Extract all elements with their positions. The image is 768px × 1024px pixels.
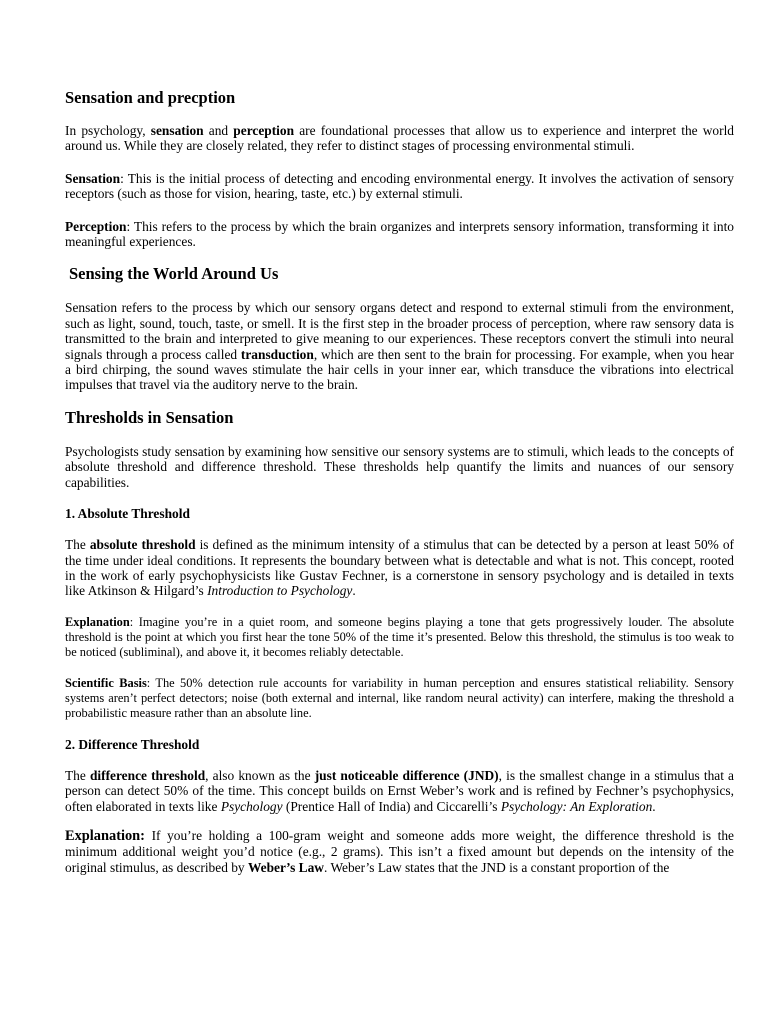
book-title: Psychology: An Exploration [500, 798, 653, 814]
paragraph-absolute-threshold [65, 537, 734, 599]
text: : Imagine you’re in a quiet room, and someone begins playing a tone that gets progressively louder. The absolute threshold is the point at which you first hear the tone 50% of the time it’s presented. Below this threshold, the stimulus is too weak to be noticed (subliminal), and above it, it becomes reliably detectable. [65, 614, 734, 659]
term-transduction: transduction [240, 346, 314, 362]
term-webers-law: Weber’s Law [247, 859, 324, 875]
term-sensation: Sensation [65, 170, 121, 186]
paragraph-thresholds: Psychologists study sensation by examining how sensitive our sensory systems are to stimuli, which leads to the concepts of absolute threshold and difference threshold. These thresholds help quantify the limits and nuances of our sensory capabilities. [65, 443, 734, 490]
term-explanation: Explanation [65, 614, 130, 629]
text: : This is the initial process of detecting and encoding environmental energy. It involves the activation of sensory receptors (such as those for vision, hearing, taste, etc.) by external stimuli. [65, 170, 734, 202]
term-scientific-basis: Scientific Basis [65, 675, 147, 690]
term-perception: Perception [65, 218, 127, 234]
text: Sensation refers to the process by which our sensory organs detect and respond to external stimuli from the environment, such as light, sound, touch, taste, or smell. It is the first step in the broader process of perception, where raw sensory data is transmitted to the brain and interpreted to give meaning to our experiences. These receptors convert the stimuli into neural signals through a process called [65, 300, 734, 362]
paragraph-sensing-world [65, 300, 734, 392]
paragraph-perception-definition [65, 219, 734, 250]
text: , which are then sent to the brain for processing. For example, when you hear a bird chirping, the sound waves stimulate the hair cells in your inner ear, which transduce the vibrations into electrical impulses that travel via the auditory nerve to the brain. [65, 346, 734, 393]
heading-thresholds-in-sensation: Thresholds in Sensation [65, 407, 234, 427]
book-title: Introduction to Psychology [207, 583, 353, 599]
text: , also known as the [205, 767, 315, 783]
text: The [65, 537, 90, 553]
text: In psychology, [65, 123, 151, 138]
paragraph-absolute-explanation [65, 615, 734, 660]
paragraph-difference-threshold [65, 768, 734, 814]
heading-sensing-the-world: Sensing the World Around Us [69, 264, 279, 284]
term-perception: perception [233, 123, 295, 138]
subheading-difference-threshold: 2. Difference Threshold [65, 736, 200, 752]
text: The [65, 767, 90, 783]
text: is defined as the minimum intensity of a stimulus that can be detected by a person at least 50% of the time under ideal conditions. It represents the boundary between what is detectable and what is not. This concept, rooted in the work of early psychophysicists like Gustav Fechner, is a cornerstone in sensory psychology and is detailed in texts like Atkinson & Hilgard’s [65, 537, 734, 599]
heading-sensation-and-perception: Sensation and precption [65, 88, 236, 107]
term-absolute-threshold: absolute threshold [89, 537, 196, 553]
text: , is the smallest change in a stimulus that a person can detect 50% of the time. This concept builds on Ernst Weber’s work and is refined by Fechner’s psychophysics, often elaborated in texts like [65, 767, 734, 814]
text: (Prentice Hall of India) and Ciccarelli’s [282, 798, 501, 814]
term-sensation: sensation [150, 123, 204, 138]
text: . [352, 583, 356, 599]
text: . Weber’s Law states that the JND is a constant proportion of the [323, 859, 670, 875]
text: . [652, 798, 656, 814]
term-explanation: Explanation: [65, 827, 145, 844]
text: If you’re holding a 100-gram weight and someone adds more weight, the difference threshold is the minimum additional weight you’d notice (e.g., 2 grams). This isn’t a fixed amount but depends on the intensity of the original stimulus, as described by [65, 827, 734, 875]
text: : The 50% detection rule accounts for variability in human perception and ensures statistical reliability. Sensory systems aren’t perfect detectors; noise (both external and internal, like random neural activity) can interfere, making the threshold a probabilistic measure rather than an absolute line. [65, 675, 734, 720]
term-difference-threshold: difference threshold [89, 767, 206, 783]
paragraph-sensation-definition [65, 171, 734, 202]
book-title: Psychology [220, 798, 283, 814]
subheading-absolute-threshold: 1. Absolute Threshold [65, 506, 190, 522]
text: are foundational processes that allow us to experience and interpret the world around us. While they are closely related, they refer to distinct stages of processing environmental stimuli. [65, 123, 735, 154]
term-jnd: just noticeable difference (JND) [314, 767, 499, 783]
paragraph-scientific-basis [65, 676, 734, 721]
text: : This refers to the process by which the brain organizes and interprets sensory information, transforming it into meaningful experiences. [65, 218, 734, 250]
text: and [203, 123, 234, 138]
paragraph-difference-explanation [65, 828, 734, 875]
paragraph-intro [65, 123, 734, 154]
